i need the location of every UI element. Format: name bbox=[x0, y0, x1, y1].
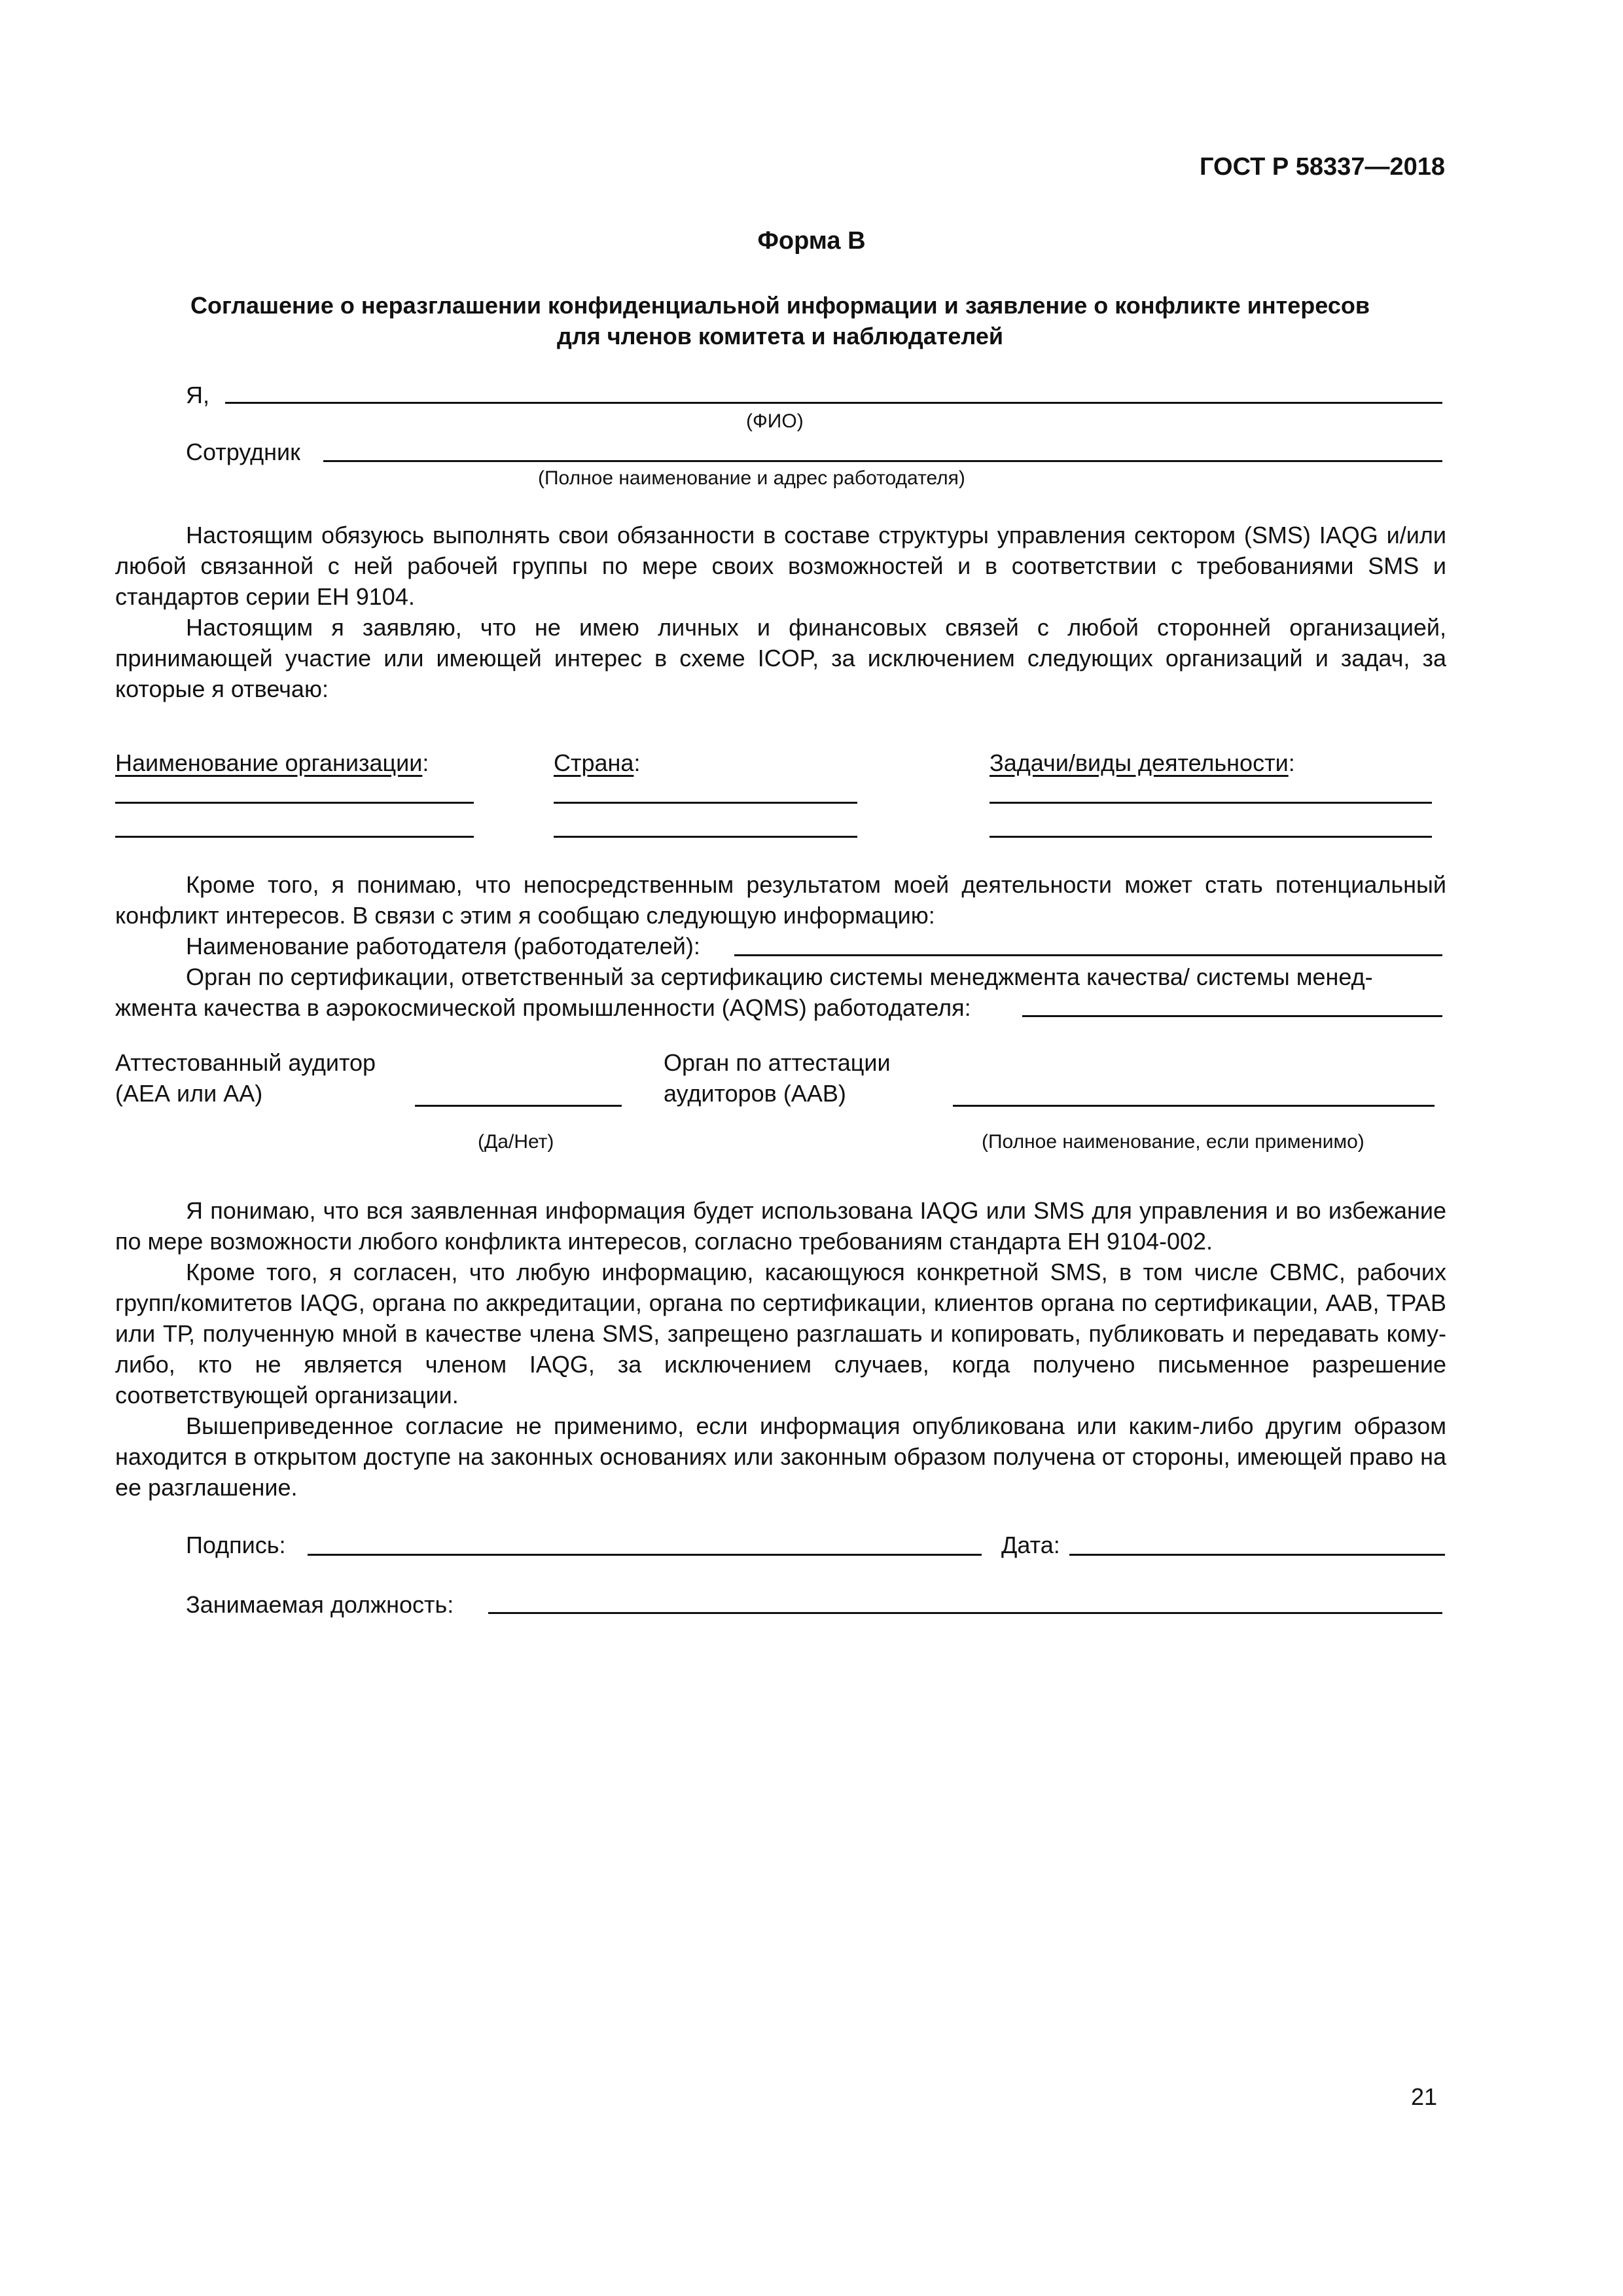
paragraph-obligation: Настоящим обязуюсь выполнять свои обязанности в составе структуры управления сектором (SMS) IAQG и/или любой связанной с ней рабочей группы по мере своих возможностей и в соответствии с требованиями SMS и стандартов серии ЕН 9104. bbox=[115, 522, 1446, 610]
aab-label-line1: Орган по аттестации bbox=[664, 1049, 891, 1076]
auditor-label-line2: (АЕА или АА) bbox=[115, 1080, 263, 1107]
paragraph-usage: Я понимаю, что вся заявленная информация будет использована IAQG или SMS для управления и во избежание по мере возможности любого конфликта интересов, согласно требованиям стандарта ЕН 9104-002. bbox=[115, 1197, 1446, 1255]
country-field-2[interactable] bbox=[554, 836, 857, 838]
auditor-yes-no-field[interactable] bbox=[415, 1105, 622, 1107]
aab-label-line2: аудиторов (ААВ) bbox=[664, 1080, 846, 1107]
date-field[interactable] bbox=[1069, 1554, 1445, 1556]
paragraph-confidentiality: Кроме того, я согласен, что любую информацию, касающуюся конкретной SMS, в том числе СВМС, рабочих групп/комитетов IAQG, органа по аккредитации, органа по сертификации, клиентов органа по сертификации, ААВ, ТРАВ или ТР, полученную мной в качестве члена SMS, запрещено разглашать и копировать, публиковать и передавать кому-либо, кто не является членом IAQG, за исключением случаев, когда получено письменное разрешение соответствующей организации. bbox=[115, 1259, 1446, 1408]
certification-body-label-line2: жмента качества в аэрокосмической промышленности (AQMS) работодателя: bbox=[115, 994, 971, 1021]
employer-name-address-field[interactable] bbox=[323, 460, 1442, 462]
obligation-text bbox=[115, 520, 1446, 704]
consent-text bbox=[115, 1195, 1446, 1503]
country-field-1[interactable] bbox=[554, 802, 857, 804]
column-header-organization: Наименование организации: bbox=[115, 749, 429, 776]
date-label: Дата: bbox=[1001, 1532, 1060, 1558]
form-subtitle-line1: Соглашение о неразглашении конфиденциальной информации и заявление о конфликте интересов bbox=[190, 292, 1370, 319]
column-header-country: Страна: bbox=[554, 749, 641, 776]
signature-label: Подпись: bbox=[186, 1532, 286, 1558]
employer-field[interactable] bbox=[734, 954, 1442, 956]
employer-label: Наименование работодателя (работодателей): bbox=[186, 933, 700, 960]
full-name-caption: (ФИО) bbox=[746, 410, 804, 432]
conflict-text bbox=[115, 869, 1446, 931]
form-title: Форма В bbox=[757, 227, 866, 255]
auditor-label-line1: Аттестованный аудитор bbox=[115, 1049, 376, 1076]
standard-number: ГОСТ Р 58337—2018 bbox=[1200, 153, 1445, 181]
certification-body-label-line1: Орган по сертификации, ответственный за сертификацию системы менеджмента качества/ системы менед- bbox=[186, 963, 1373, 990]
paragraph-exception: Вышеприведенное согласие не применимо, если информация опубликована или каким-либо другим образом находится в открытом доступе на законных основаниях или законным образом получена от стороны, имеющей право на ее разглашение. bbox=[115, 1412, 1446, 1501]
tasks-field-1[interactable] bbox=[990, 802, 1432, 804]
aab-caption: (Полное наименование, если применимо) bbox=[982, 1131, 1364, 1153]
position-label: Занимаемая должность: bbox=[186, 1591, 454, 1618]
paragraph-conflict: Кроме того, я понимаю, что непосредственным результатом моей деятельности может стать потенциальный конфликт интересов. В связи с этим я сообщаю следующую информацию: bbox=[115, 871, 1446, 929]
aab-name-field[interactable] bbox=[953, 1105, 1435, 1107]
organization-field-2[interactable] bbox=[115, 836, 474, 838]
signature-field[interactable] bbox=[308, 1554, 982, 1556]
column-header-tasks: Задачи/виды деятельности: bbox=[990, 749, 1295, 776]
paragraph-declaration: Настоящим я заявляю, что не имею личных и финансовых связей с любой сторонней организацией, принимающей участие или имеющей интерес в схеме ICOP, за исключением следующих организаций и задач, за которые я отвечаю: bbox=[115, 614, 1446, 702]
employer-caption: (Полное наименование и адрес работодателя) bbox=[538, 467, 965, 489]
form-subtitle-line2: для членов комитета и наблюдателей bbox=[556, 323, 1003, 350]
employee-label: Сотрудник bbox=[186, 439, 300, 465]
person-label: Я, bbox=[186, 382, 209, 408]
position-field[interactable] bbox=[488, 1612, 1442, 1614]
certification-body-field[interactable] bbox=[1022, 1015, 1442, 1017]
full-name-field[interactable] bbox=[225, 402, 1442, 404]
auditor-caption: (Да/Нет) bbox=[478, 1131, 554, 1153]
tasks-field-2[interactable] bbox=[990, 836, 1432, 838]
organization-field-1[interactable] bbox=[115, 802, 474, 804]
page-number: 21 bbox=[1410, 2083, 1437, 2110]
